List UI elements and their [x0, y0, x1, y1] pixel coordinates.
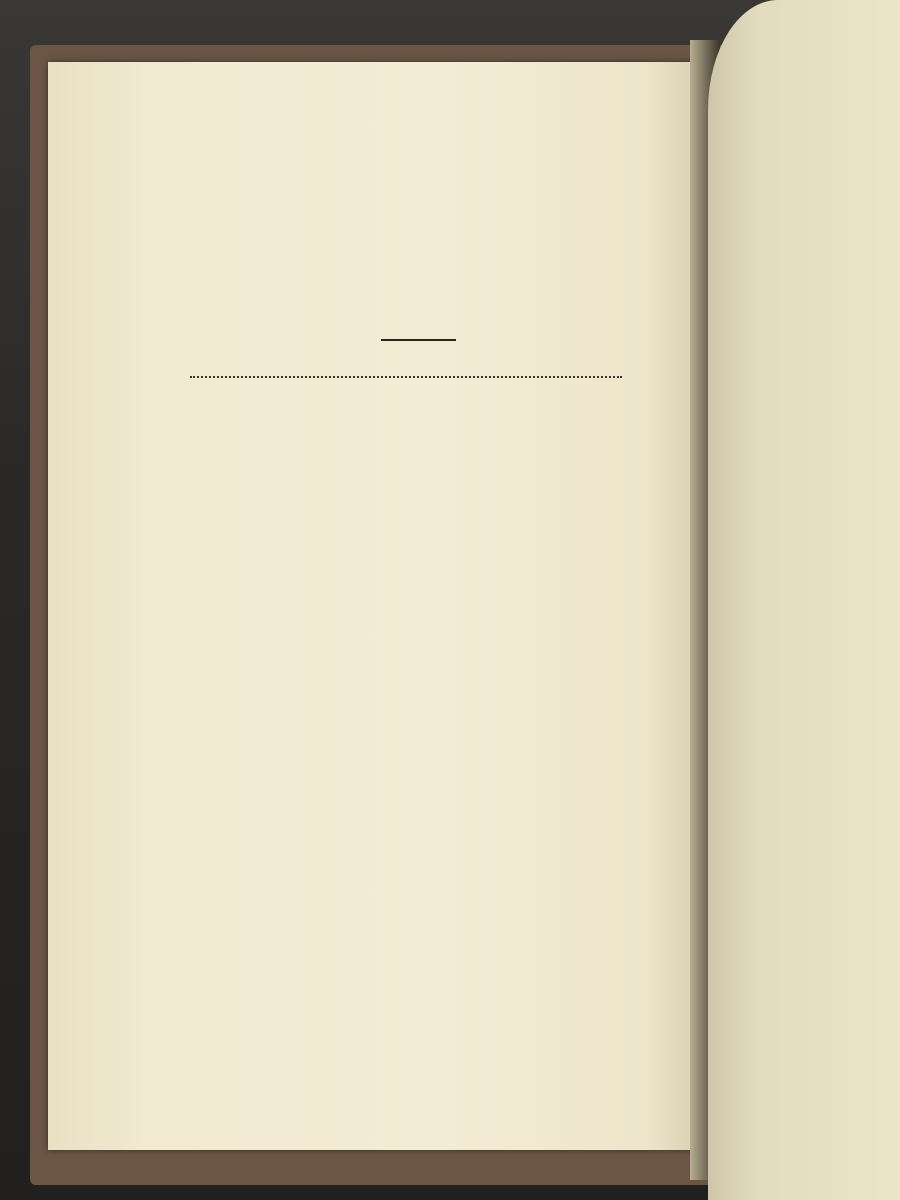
title-divider — [381, 339, 456, 341]
toc-entry — [184, 380, 628, 382]
toc-dot-leader — [190, 376, 622, 378]
right-page — [708, 0, 900, 1200]
left-page — [48, 62, 698, 1150]
